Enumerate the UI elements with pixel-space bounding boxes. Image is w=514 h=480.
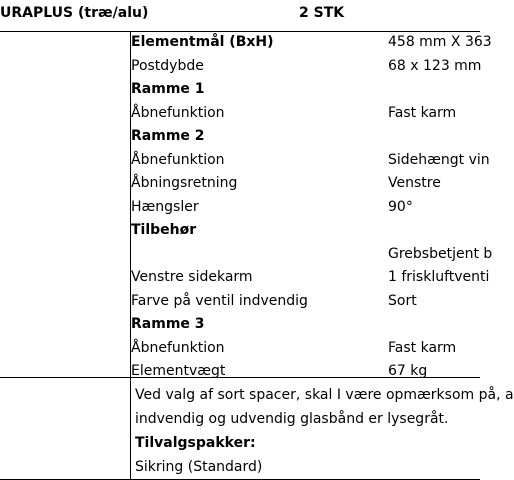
- row-label: Elementvægt: [131, 363, 226, 379]
- section-row: [131, 126, 480, 150]
- row-label: Venstre sidekarm: [131, 269, 253, 285]
- note-line-2: indvendig og udvendig glasbånd er lysegråt.: [135, 411, 449, 427]
- table-row: [131, 361, 480, 385]
- document-header: [0, 0, 480, 30]
- row-value: 90°: [388, 198, 413, 215]
- row-label: Åbnefunktion: [131, 104, 225, 121]
- row-label: Åbningsretning: [131, 175, 238, 191]
- product-name: URAPLUS (træ/alu): [0, 5, 149, 21]
- row-label: Hængsler: [131, 198, 199, 215]
- row-label: Postdybde: [131, 57, 204, 74]
- row-label: Åbnefunktion: [131, 339, 225, 356]
- row-value: 458 mm X 363: [388, 34, 492, 50]
- section-row: [131, 79, 480, 103]
- section-row: [131, 314, 480, 338]
- table-row: [131, 173, 480, 197]
- table-row: [131, 291, 480, 315]
- row-value: 68 x 123 mm: [388, 57, 482, 74]
- row-value: 67 kg: [388, 363, 428, 379]
- section-row: [131, 32, 492, 56]
- section-heading: Elementmål (BxH): [131, 34, 274, 50]
- row-value: Sort: [388, 292, 417, 309]
- table-row: [131, 244, 493, 268]
- table-row: [131, 338, 480, 362]
- table-row: [131, 150, 490, 174]
- row-value: Sidehængt vin: [388, 151, 490, 168]
- table-row: [131, 197, 480, 221]
- row-value: 1 friskluftventi: [388, 269, 490, 285]
- section-heading: Ramme 3: [131, 316, 205, 332]
- option-item: Sikring (Standard): [135, 459, 263, 475]
- notes-section: [135, 383, 514, 479]
- section-heading: Ramme 2: [131, 128, 205, 144]
- row-value: Grebsbetjent b: [388, 245, 493, 262]
- options-heading: Tilvalgspakker:: [135, 435, 256, 451]
- row-label: Åbnefunktion: [131, 151, 225, 168]
- table-row: [131, 56, 480, 80]
- note-line-1: Ved valg af sort spacer, skal I være opmærksom på, a: [135, 387, 514, 403]
- table-row: [131, 103, 480, 127]
- table-row: [131, 267, 490, 291]
- row-value: Fast karm: [388, 104, 457, 121]
- section-heading: Ramme 1: [131, 81, 205, 97]
- row-label: Farve på ventil indvendig: [131, 292, 308, 309]
- section-heading: Tilbehør: [131, 222, 197, 238]
- section-row: [131, 220, 480, 244]
- row-value: Venstre: [388, 175, 441, 191]
- quantity: 2 STK: [299, 5, 345, 21]
- row-value: Fast karm: [388, 339, 457, 356]
